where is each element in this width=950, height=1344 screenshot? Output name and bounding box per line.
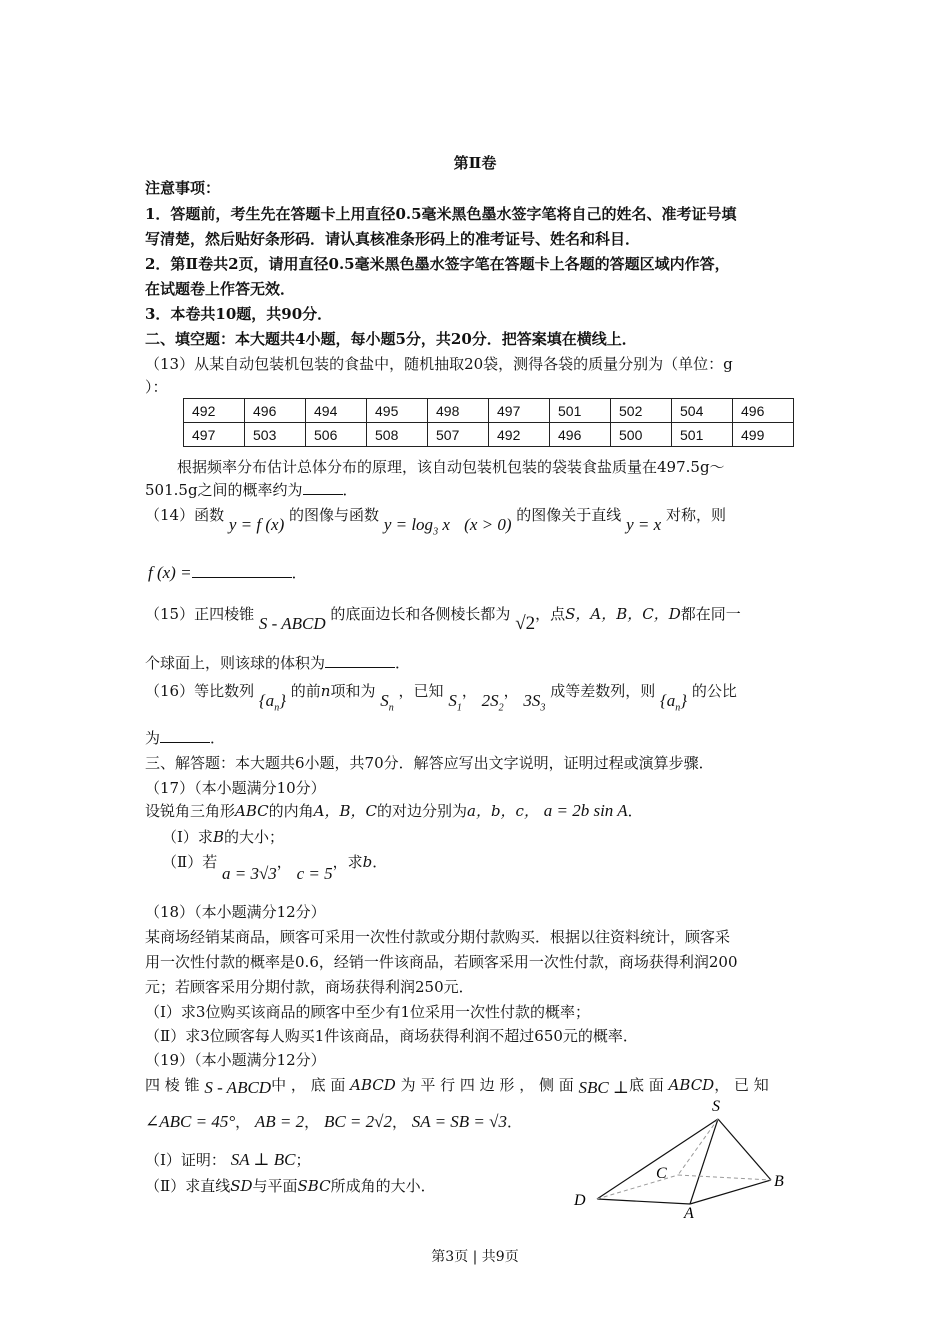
- q13-data-table: [183, 398, 794, 447]
- q17-text: 的对边分别为: [377, 802, 468, 820]
- q17-var: b: [362, 853, 373, 871]
- table-cell: 506: [306, 423, 367, 447]
- notice-item1-line2: 写清楚，然后贴好条形码．请认真核准条形码上的准考证号、姓名和科目．: [145, 230, 641, 248]
- q14-line1: [145, 505, 726, 538]
- q14-text: 的图像关于直线: [516, 506, 622, 524]
- q16-2s2: [481, 691, 504, 714]
- q17-text: 设锐角三角形: [145, 802, 236, 820]
- q15-end: ．: [395, 654, 411, 672]
- q17-angles: A，B，C: [313, 802, 377, 820]
- q16-text: 为: [145, 729, 161, 747]
- q17-text: 的内角: [268, 802, 314, 820]
- q17-part2: （Ⅱ）若 a = 3√3， c = 5，求b．: [162, 853, 388, 883]
- q19-text: 为 平 行 四 边 形 ， 侧 面: [400, 1076, 574, 1094]
- formula-part: {a: [659, 691, 676, 710]
- q14-formula-domain: (x > 0): [464, 515, 512, 534]
- q19-head: （19）（本小题满分12分）: [145, 1051, 326, 1069]
- section2-heading: 二、填空题：本大题共4小题，每小题5分，共20分．把答案填在横线上．: [145, 330, 637, 348]
- table-cell: 503: [245, 423, 306, 447]
- formula-part: x: [438, 515, 450, 534]
- label-s: S: [712, 1098, 720, 1115]
- edge-sd: [597, 1119, 718, 1199]
- formula-sub: 2: [498, 702, 504, 714]
- formula-sub: 1: [456, 702, 462, 714]
- q19-text: 四 棱 锥: [145, 1076, 200, 1094]
- answer-blank[interactable]: [160, 728, 210, 743]
- q15-text: 个球面上，则该球的体积为: [145, 654, 326, 672]
- table-cell: 496: [550, 423, 611, 447]
- q19-line2: ∠ABC = 45°， AB = 2， BC = 2√2， SA = SB = √3．: [145, 1112, 523, 1131]
- q19-formula: SA ⊥ BC: [230, 1150, 296, 1169]
- label-b: B: [774, 1173, 784, 1190]
- table-cell: 500: [611, 423, 672, 447]
- q19-formula-pyramid: S - ABCD: [204, 1078, 272, 1097]
- table-cell: 501: [672, 423, 733, 447]
- edge-sa: [690, 1119, 718, 1204]
- q17-end: ．: [627, 802, 643, 820]
- q19-given-angle: ∠ABC = 45°: [145, 1112, 236, 1131]
- q15-text: 的底面边长和各侧棱长都为: [330, 605, 511, 623]
- table-cell: 497: [489, 399, 550, 423]
- q19-end: ．: [507, 1113, 523, 1131]
- q16-seq: [258, 691, 286, 714]
- q16-n: n: [320, 682, 331, 700]
- q19-line1: [145, 1075, 769, 1095]
- q19-abcd: ABCD: [350, 1076, 396, 1094]
- q15-text: ，点: [535, 605, 566, 623]
- q19-given-ab: AB = 2: [254, 1112, 305, 1131]
- table-cell: 497: [184, 423, 245, 447]
- q16-text: 项和为: [330, 682, 376, 700]
- edge-sc: [678, 1119, 718, 1175]
- formula-part: S: [380, 691, 389, 710]
- q17-var: B: [212, 828, 224, 846]
- formula-part: }: [279, 691, 286, 710]
- q17-sides: a，b，c，: [467, 802, 539, 820]
- table-row: [184, 423, 794, 447]
- notice-item2-line1: 2．第Ⅱ卷共2页，请用直径0.5毫米黑色墨水签字笔在答题卡上各题的答题区域内作答，: [145, 255, 730, 273]
- table-row: [184, 399, 794, 423]
- q19-text: 底 面: [629, 1076, 664, 1094]
- table-cell: 504: [672, 399, 733, 423]
- q13-after-line2: [145, 480, 358, 500]
- q17-end: ．: [372, 853, 388, 871]
- notice-item1-line1: 1．答题前，考生先在答题卡上用直径0.5毫米黑色墨水签字笔将自己的姓名、准考证号填: [145, 205, 737, 223]
- q19-formula-perp: SBC ⊥: [578, 1078, 629, 1097]
- q17-text: （Ⅰ）求: [162, 828, 213, 846]
- q13-end: ．: [342, 481, 358, 499]
- table-cell: 495: [367, 399, 428, 423]
- q13-line1: （13）从某自动包装机包装的食盐中，随机抽取20袋，测得各袋的质量分别为（单位：g: [145, 355, 733, 373]
- notice-heading: 注意事项：: [145, 179, 221, 197]
- notice-item3: 3．本卷共10题，共90分．: [145, 305, 333, 323]
- q17-stem: [145, 801, 643, 821]
- q19-text: ， 已 知: [714, 1076, 769, 1094]
- q14-formula-line: y = x: [626, 515, 662, 534]
- page-footer: 第3页 | 共9页: [431, 1249, 519, 1265]
- q14-text: 的图像与函数: [289, 506, 380, 524]
- formula-part: 3S: [523, 691, 541, 710]
- q17-text: 的大小；: [223, 828, 284, 846]
- q19-abcd: ABCD: [668, 1076, 715, 1094]
- q19-plane-sbc: SBC: [297, 1177, 331, 1195]
- q15-text: 都在同一: [680, 605, 741, 623]
- q17-formula-c: c = 5: [296, 864, 333, 883]
- edge-da: [597, 1199, 690, 1204]
- q16-sn: [380, 691, 394, 714]
- q16-end: ．: [210, 729, 226, 747]
- q16-seq-2: [659, 691, 688, 714]
- section3-heading: 三、解答题：本大题共6小题，共70分．解答应写出文字说明，证明过程或演算步骤．: [145, 754, 714, 772]
- q19-text: （Ⅱ）求直线: [145, 1177, 231, 1195]
- q16-line2: [145, 728, 225, 748]
- formula-sub: 3: [433, 526, 439, 538]
- q18-line3: 元；若顾客采用分期付款，商场获得利润250元．: [145, 978, 474, 996]
- q16-text: （16）等比数列: [145, 682, 255, 700]
- edge-sb: [718, 1119, 771, 1180]
- answer-blank[interactable]: [192, 563, 292, 578]
- q18-part2: （Ⅱ）求3位顾客每人购买1件该商品，商场获得利润不超过650元的概率．: [145, 1027, 638, 1045]
- q16-3s3: [523, 691, 546, 714]
- q17-text: ，求: [332, 853, 363, 871]
- q17-formula-a: a = 3√3: [221, 864, 277, 883]
- q16-text: ，已知: [398, 682, 444, 700]
- formula-sub: n: [274, 702, 280, 714]
- q15-formula-pyramid: S - ABCD: [258, 614, 326, 633]
- answer-blank[interactable]: [325, 653, 395, 668]
- q19-given-bc: BC = 2√2: [323, 1112, 392, 1131]
- notice-item2-line2: 在试题卷上作答无效．: [145, 280, 296, 298]
- q14-answer-label: f (x) =: [148, 563, 192, 582]
- q19-text: 与平面: [252, 1177, 298, 1195]
- q19-text: （Ⅰ）证明：: [145, 1151, 226, 1169]
- formula-sub: n: [675, 702, 681, 714]
- q18-part1: （Ⅰ）求3位购买该商品的顾客中至少有1位采用一次性付款的概率；: [145, 1003, 591, 1021]
- q18-line1: 某商场经销某商品，顾客可采用一次性付款或分期付款购买．根据以往资料统计，顾客采: [145, 928, 731, 946]
- q13-line2: ）：: [145, 378, 168, 396]
- q19-line-sd: SD: [230, 1177, 253, 1195]
- q15-text: （15）正四棱锥: [145, 605, 255, 623]
- q17-head: （17）（本小题满分10分）: [145, 779, 326, 797]
- q14-text: 对称，则: [665, 506, 726, 524]
- q16-s1: [448, 691, 462, 714]
- q16-text: 成等差数列，则: [550, 682, 656, 700]
- q18-head: （18）（本小题满分12分）: [145, 903, 326, 921]
- q17-formula: a = 2b sin A: [543, 801, 628, 820]
- edge-cb: [678, 1175, 771, 1180]
- label-d: D: [574, 1192, 586, 1209]
- section-title: 第Ⅱ卷: [453, 154, 497, 172]
- q19-given-sa-sb: SA = SB = √3: [411, 1112, 507, 1131]
- table-cell: 494: [306, 399, 367, 423]
- q15-points: S，A，B，C，D: [565, 605, 681, 623]
- q14-formula-f: y = f (x): [228, 515, 285, 534]
- table-cell: 492: [489, 423, 550, 447]
- q19-part2: [145, 1176, 436, 1196]
- table-cell: 496: [733, 399, 794, 423]
- q14-text: （14）函数: [145, 506, 225, 524]
- table-cell: 499: [733, 423, 794, 447]
- table-cell: 508: [367, 423, 428, 447]
- table-cell: 507: [428, 423, 489, 447]
- edge-ab: [690, 1180, 771, 1204]
- q14-formula-log: [383, 515, 450, 538]
- pyramid-figure: [570, 1095, 800, 1220]
- label-a: A: [684, 1205, 694, 1220]
- table-cell: 501: [550, 399, 611, 423]
- q19-part1: [145, 1150, 311, 1170]
- q15-formula-sqrt2: √2: [515, 613, 536, 634]
- q19-end: ；: [295, 1151, 311, 1169]
- q16-line1: （16）等比数列 $\{a_n\}$ 的前n项和为 $S_n$ ，已知 $S_1$， $2S_2$， $3S_3$ 成等差数列，则 $\{a_n\}$ 的公比: [145, 682, 737, 714]
- q17-triangle: ABC: [235, 802, 269, 820]
- q13-after-line1: 根据频率分布估计总体分布的原理，该自动包装机包装的袋装食盐质量在497.5g～: [177, 458, 725, 476]
- formula-sub: 3: [540, 702, 546, 714]
- answer-blank[interactable]: [303, 480, 343, 495]
- table-cell: 502: [611, 399, 672, 423]
- q18-line2: 用一次性付款的概率是0.6，经销一件该商品，若顾客采用一次性付款，商场获得利润200: [145, 953, 738, 971]
- q15-line2: [145, 653, 410, 673]
- formula-part: S: [448, 691, 457, 710]
- table-cell: 492: [184, 399, 245, 423]
- table-cell: 496: [245, 399, 306, 423]
- q17-text: （Ⅱ）若: [162, 853, 218, 871]
- table-cell: 498: [428, 399, 489, 423]
- q15-line1: [145, 604, 741, 634]
- formula-part: {a: [258, 691, 275, 710]
- formula-sub: n: [388, 702, 394, 714]
- q17-part1: [162, 827, 284, 847]
- formula-part: 2S: [481, 691, 499, 710]
- q13-text: 501.5g之间的概率约为: [145, 481, 303, 499]
- formula-part: }: [680, 691, 688, 710]
- q19-text: 所成角的大小．: [330, 1177, 436, 1195]
- q19-text: 中 ， 底 面: [271, 1076, 346, 1094]
- q16-text: 的公比: [691, 682, 737, 700]
- q14-line2: [148, 563, 307, 583]
- q14-end: ．: [291, 564, 307, 582]
- q16-text: 的前: [290, 682, 321, 700]
- formula-part: y = log: [383, 515, 434, 534]
- label-c: C: [656, 1165, 667, 1182]
